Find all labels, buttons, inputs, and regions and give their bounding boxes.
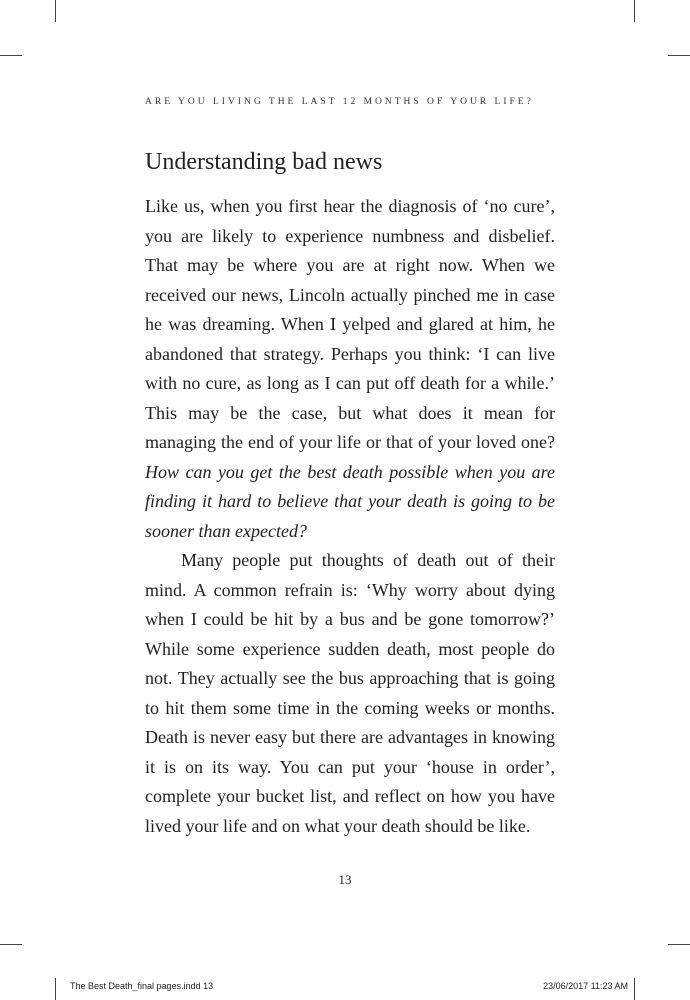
page-number: 13	[338, 872, 352, 887]
crop-mark-left-top	[0, 55, 22, 56]
crop-mark-bottom-right	[634, 978, 635, 1000]
crop-mark-right-bottom	[668, 944, 690, 945]
crop-mark-top-left	[55, 0, 56, 22]
body-text	[145, 192, 555, 841]
paragraph-1	[145, 192, 555, 546]
crop-mark-right-top	[668, 55, 690, 56]
slug-filename: The Best Death_final pages.indd 13	[70, 981, 214, 991]
crop-mark-left-bottom	[0, 944, 22, 945]
paragraph-1-italic: How can you get the best death possible when you are finding it hard to believe that your death is going to be sooner than expected?	[145, 461, 555, 541]
crop-mark-bottom-left	[55, 978, 56, 1000]
crop-mark-top-right	[634, 0, 635, 22]
running-head: ARE YOU LIVING THE LAST 12 MONTHS OF YOUR LIFE?	[145, 97, 534, 107]
section-title: Understanding bad news	[145, 149, 383, 175]
paragraph-1-text: Like us, when you first hear the diagnosis of ‘no cure’, you are likely to experience numbness and disbelief. That may be where you are at right now. When we received our news, Lincoln actually pinched me in case he was dreaming. When I yelped and glared at him, he abandoned that strategy. Perhaps you think: ‘I can live with no cure, as long as I can put off death for a while.’ This may be the case, but what does it mean for managing the end of your life or that of your loved one?	[145, 196, 555, 452]
slug-timestamp: 23/06/2017 11:23 AM	[543, 981, 628, 991]
paragraph-2: Many people put thoughts of death out of their mind. A common refrain is: ‘Why worry about dying when I could be hit by a bus and be gone tomorrow?’ While some experience sudden death, most people do not. They actually see the bus approaching that is going to hit them some time in the coming weeks or months. Death is never easy but there are advantages in knowing it is on its way. You can put your ‘house in order’, complete your bucket list, and reflect on how you have lived your life and on what your death should be like.	[145, 550, 555, 836]
